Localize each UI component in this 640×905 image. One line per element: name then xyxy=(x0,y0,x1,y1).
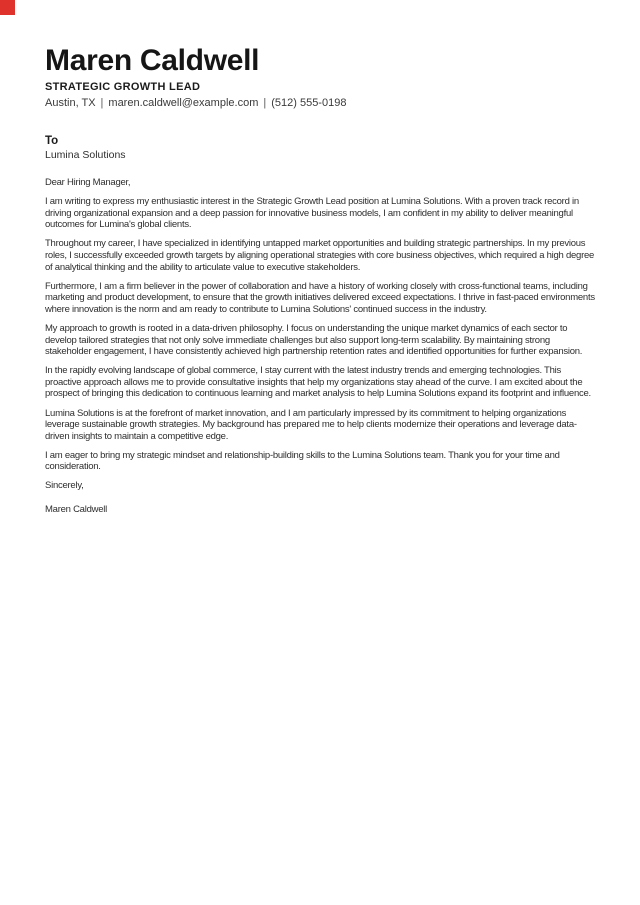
closing: Sincerely, xyxy=(45,480,84,492)
letter-paragraph-5: In the rapidly evolving landscape of global commerce, I stay current with the latest industry trends and emerging technologies. This proactive approach allows me to provide consultative insights that help my organizations stay ahead of the curve. I am excited about the prospect of bringing this dedication to continuous learning and market analysis to help Lumina Solutions expand its footprint and influence. xyxy=(45,365,591,400)
contact-separator: | xyxy=(263,97,267,109)
letter-paragraph-7: I am eager to bring my strategic mindset and relationship-building skills to the Lumina Solutions team. Thank you for your time and consideration. xyxy=(45,449,560,473)
salutation: Dear Hiring Manager, xyxy=(45,177,131,188)
letter-paragraph-3: Furthermore, I am a firm believer in the power of collaboration and have a history of working closely with cross-functional teams, including marketing and product development, to ensure that the growth initiatives delivered exceed expectations. I thrive in fast-paced environments where innovation is the norm and am ready to contribute to Lumina Solutions' continued success in the industry. xyxy=(45,280,595,315)
letter-paragraph-4: My approach to growth is rooted in a data-driven philosophy. I focus on understanding the unique market dynamics of each sector to develop tailored strategies that not only solve immediate challenges but also support long-term scalability. By maintaining strong stakeholder engagement, I have consistently achieved high partnership retention rates and identified opportunities for further expansion. xyxy=(45,322,583,358)
contact-separator: | xyxy=(100,97,104,109)
letter-paragraph-6: Lumina Solutions is at the forefront of market innovation, and I am particularly impressed by its commitment to helping organizations leverage sustainable growth strategies. My background has prepared me to help clients modernize their operations and leverage data-driven insights to maintain a competitive edge. xyxy=(45,407,577,442)
letter-paragraph-2: Throughout my career, I have specialized in identifying untapped market opportunities and building strategic partnerships. In my previous roles, I successfully exceeded growth targets by aligning operational strategies with core business objectives, which required a high degree of analytical thinking and the ability to articulate value to executive stakeholders. xyxy=(45,238,595,273)
letter-header xyxy=(45,44,598,111)
letter-body xyxy=(45,177,598,516)
red-corner-marker xyxy=(0,0,15,15)
contact-line xyxy=(45,96,598,111)
candidate-name: Maren Caldwell xyxy=(45,44,260,77)
email-text: maren.caldwell@example.com xyxy=(108,97,259,109)
signature: Maren Caldwell xyxy=(45,504,107,516)
recipient-label: To xyxy=(45,135,59,147)
location-text: Austin, TX xyxy=(45,97,96,109)
recipient-company: Lumina Solutions xyxy=(45,149,126,161)
job-title: STRATEGIC GROWTH LEAD xyxy=(45,81,201,93)
recipient-block xyxy=(45,134,598,162)
phone-text: (512) 555-0198 xyxy=(271,97,347,109)
letter-paragraph-1: I am writing to express my enthusiastic interest in the Strategic Growth Lead position at Lumina Solutions. With a proven track record in driving organizational expansion and a deep passion for innovative business models, I am confident in my ability to deliver meaningful outcomes for Lumina's global clients. xyxy=(45,196,579,231)
